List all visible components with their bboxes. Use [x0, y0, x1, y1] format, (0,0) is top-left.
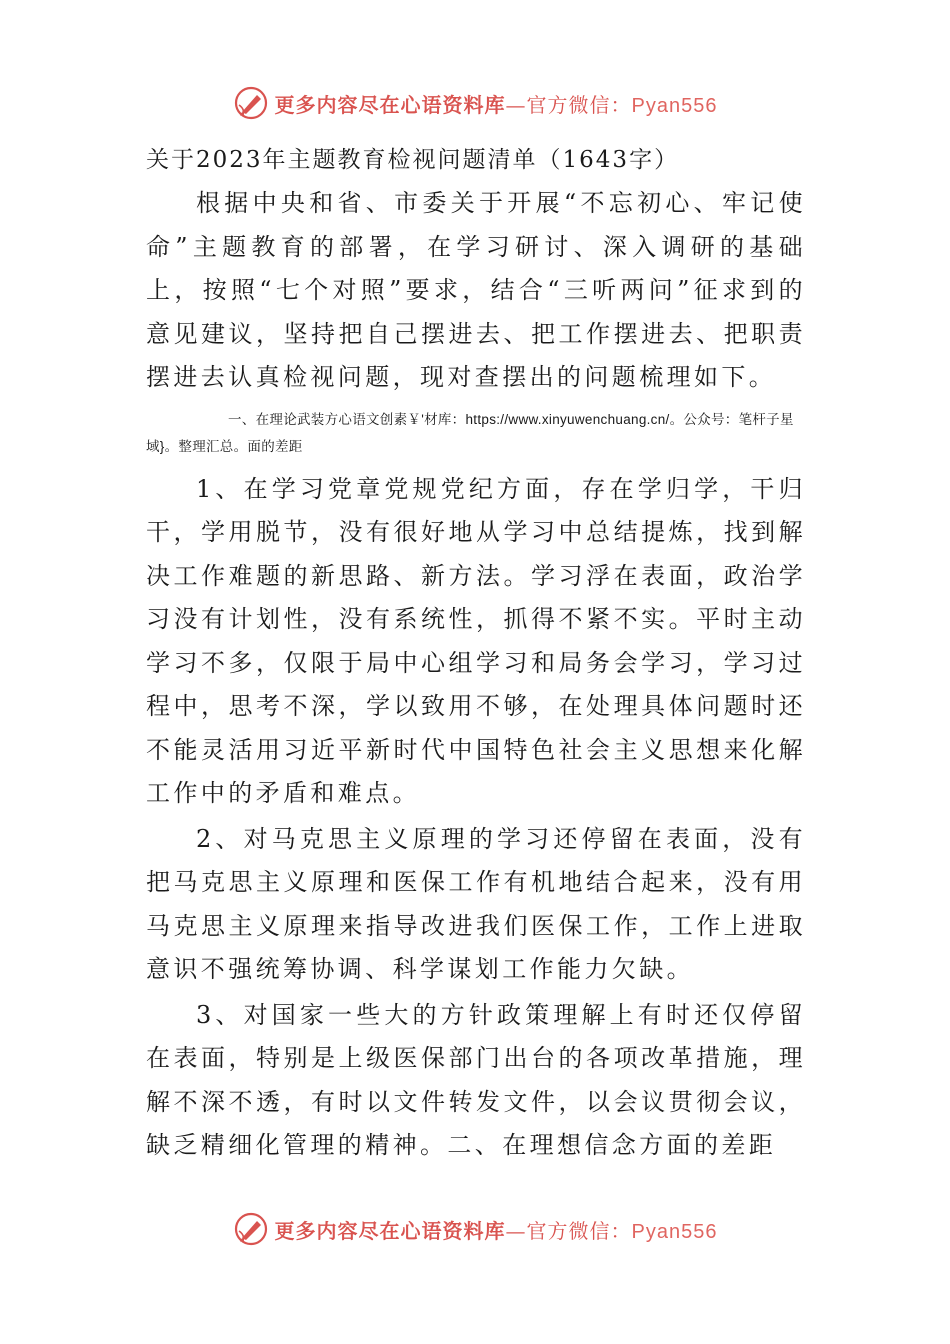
banner-wechat-id: Pyan556: [631, 94, 718, 117]
footer-banner: [0, 1207, 950, 1251]
banner-official-label: 官方微信：: [526, 92, 632, 117]
banner-text: [275, 89, 718, 118]
header-banner: [0, 81, 950, 125]
document-body: [146, 140, 806, 1170]
banner-wechat-id: Pyan556: [631, 1220, 718, 1243]
pen-circle-logo-icon: [233, 85, 269, 121]
banner-text: [275, 1215, 718, 1244]
pen-circle-logo-icon: [233, 1211, 269, 1247]
banner-site-text: 更多内容尽在心语资料库: [274, 92, 506, 117]
banner-site-text: 更多内容尽在心语资料库: [274, 1218, 506, 1243]
section1-heading: 一、在理论武装方心语文创素￥'材库：https://www.xinyuwenchuang.cn/。公众号：笔杆子星域}。整理汇总。面的差距: [146, 411, 794, 454]
intro-paragraph: 根据中央和省、市委关于开展“不忘初心、牢记使命”主题教育的部署，在学习研讨、深入调研的基础上，按照“七个对照”要求，结合“三听两问”征求到的意见建议，坚持把自己摆进去、把工作摆进去、把职责摆进去认真检视问题，现对查摆出的问题梳理如下。: [146, 189, 806, 391]
list-item: 2、对马克思主义原理的学习还停留在表面，没有把马克思主义原理和医保工作有机地结合起来，没有用马克思主义原理来指导改进我们医保工作，工作上进取意识不强统筹协调、科学谋划工作能力欠缺。: [146, 824, 806, 983]
banner-dash: —: [505, 1218, 527, 1243]
banner-official-label: 官方微信：: [526, 1218, 632, 1243]
banner-dash: —: [505, 92, 527, 117]
list-item: 1、在学习党章党规党纪方面，存在学归学，干归干，学用脱节，没有很好地从学习中总结提炼，找到解决工作难题的新思路、新方法。学习浮在表面，政治学习没有计划性，没有系统性，抓得不紧不实。平时主动学习不多，仅限于局中心组学习和局务会学习，学习过程中，思考不深，学以致用不够，在处理具体问题时还不能灵活用习近平新时代中国特色社会主义思想来化解工作中的矛盾和难点。: [146, 474, 806, 807]
document-title: 关于2023年主题教育检视问题清单（1643字）: [146, 147, 680, 173]
list-item: 3、对国家一些大的方针政策理解上有时还仅停留在表面，特别是上级医保部门出台的各项改革措施，理解不深不透，有时以文件转发文件，以会议贯彻会议，缺乏精细化管理的精神。二、在理想信念方面的差距: [146, 1000, 806, 1159]
